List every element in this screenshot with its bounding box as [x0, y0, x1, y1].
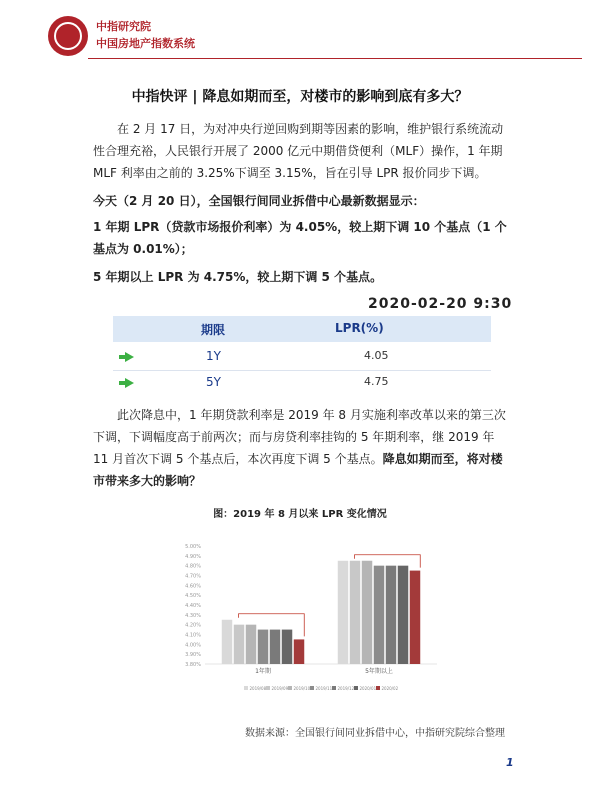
y-tick-label: 4.30% [185, 612, 201, 619]
bar [234, 625, 245, 664]
bar [410, 571, 421, 664]
org-name: 中指研究院 [96, 20, 151, 33]
legend-swatch [266, 686, 270, 690]
y-tick-label: 4.50% [185, 593, 201, 600]
legend-swatch [376, 686, 380, 690]
article-title: 中指快评 | 降息如期而至，对楼市的影响到底有多大？ [131, 89, 469, 105]
term-cell: 1Y [206, 349, 221, 363]
bar [258, 630, 269, 664]
table-header [113, 316, 491, 342]
y-tick-label: 4.20% [185, 622, 201, 629]
org-subtitle: 中国房地产指数系统 [96, 37, 195, 50]
y-tick-label: 5.00% [185, 544, 201, 550]
bar [338, 561, 349, 664]
bar [398, 566, 409, 664]
y-tick-label: 4.60% [185, 583, 201, 590]
y-tick-label: 4.00% [185, 642, 201, 649]
paragraph-today: 今天（2 月 20 日），全国银行间同业拆借中心最新数据显示： [93, 194, 425, 208]
legend-swatch [244, 686, 248, 690]
legend-label: 2020/01 [359, 686, 377, 691]
legend-label: 2019/12 [337, 686, 355, 691]
lpr-table [113, 316, 491, 394]
table-row [113, 370, 491, 396]
y-tick-label: 3.90% [185, 652, 201, 659]
org-logo-icon [48, 16, 88, 56]
table-row [113, 344, 491, 371]
lpr-cell: 4.05 [364, 349, 389, 362]
legend-label: 2019/09 [271, 686, 289, 691]
y-tick-label: 4.90% [185, 553, 201, 560]
y-tick-label: 4.40% [185, 603, 201, 609]
analysis-text: 此次降息中，1 年期贷款利率是 2019 年 8 月实施利率改革以来的第三次下调，下调幅度高于前两次；而与房贷利率挂钩的 5 年期利率，继 2019 年 11 月首次下调 5 个基点后，本次再度下调 5 个基点。 [93, 408, 506, 466]
paragraph-mlf: 在 2 月 17 日，为对冲央行逆回购到期等因素的影响，维护银行系统流动性合理充裕，人民银行开展了 2000 亿元中期借贷便利（MLF）操作，1 年期 MLF 利率由之前的 3.25%下调至 3.15%，旨在引导 LPR 报价同步下调。 [93, 122, 504, 180]
arrow-right-icon [125, 378, 134, 388]
table-timestamp: 2020-02-20 9:30 [368, 296, 513, 312]
y-tick-label: 4.70% [185, 573, 201, 580]
column-lpr: LPR(%) [335, 321, 384, 335]
bar [222, 620, 233, 664]
bar [374, 566, 385, 664]
page-number: 1 [506, 756, 514, 769]
bar [386, 566, 397, 664]
legend-label: 2019/08 [249, 686, 267, 691]
page-header [18, 8, 582, 60]
y-tick-label: 4.80% [185, 563, 201, 570]
legend-label: 2019/11 [315, 686, 333, 691]
bar [350, 561, 361, 664]
lpr-cell: 4.75 [364, 375, 389, 388]
y-tick-label: 4.10% [185, 632, 201, 639]
bar [362, 561, 373, 664]
header-divider [88, 58, 582, 59]
figure-title: 图：2019 年 8 月以来 LPR 变化情况 [213, 509, 387, 520]
data-source: 数据来源：全国银行间同业拆借中心，中指研究院综合整理 [245, 728, 505, 739]
bar [246, 625, 257, 664]
legend-label: 2019/10 [293, 686, 311, 691]
x-tick-label: 5年期以上 [365, 668, 393, 675]
paragraph-1y-lpr: 1 年期 LPR（贷款市场报价利率）为 4.05%，较上期下调 10 个基点（1 个基点为 0.01%）； [93, 220, 507, 256]
legend-swatch [310, 686, 314, 690]
arrow-right-icon [125, 352, 134, 362]
x-tick-label: 1年期 [255, 668, 271, 675]
analysis-question: 降息如期而至，将对楼市带来多大的影响？ [93, 452, 503, 488]
bar [270, 630, 281, 664]
paragraph-5y-lpr: 5 年期以上 LPR 为 4.75%，较上期下调 5 个基点。 [93, 270, 383, 284]
bar [294, 639, 305, 664]
y-tick-label: 3.80% [185, 662, 201, 668]
term-cell: 5Y [206, 375, 221, 389]
legend-swatch [354, 686, 358, 690]
legend-label: 2020/02 [381, 686, 399, 691]
legend-swatch [332, 686, 336, 690]
paragraph-analysis [93, 404, 513, 492]
legend-swatch [288, 686, 292, 690]
bar [282, 630, 293, 664]
lpr-bar-chart [175, 538, 445, 698]
column-term: 期限 [201, 323, 226, 337]
